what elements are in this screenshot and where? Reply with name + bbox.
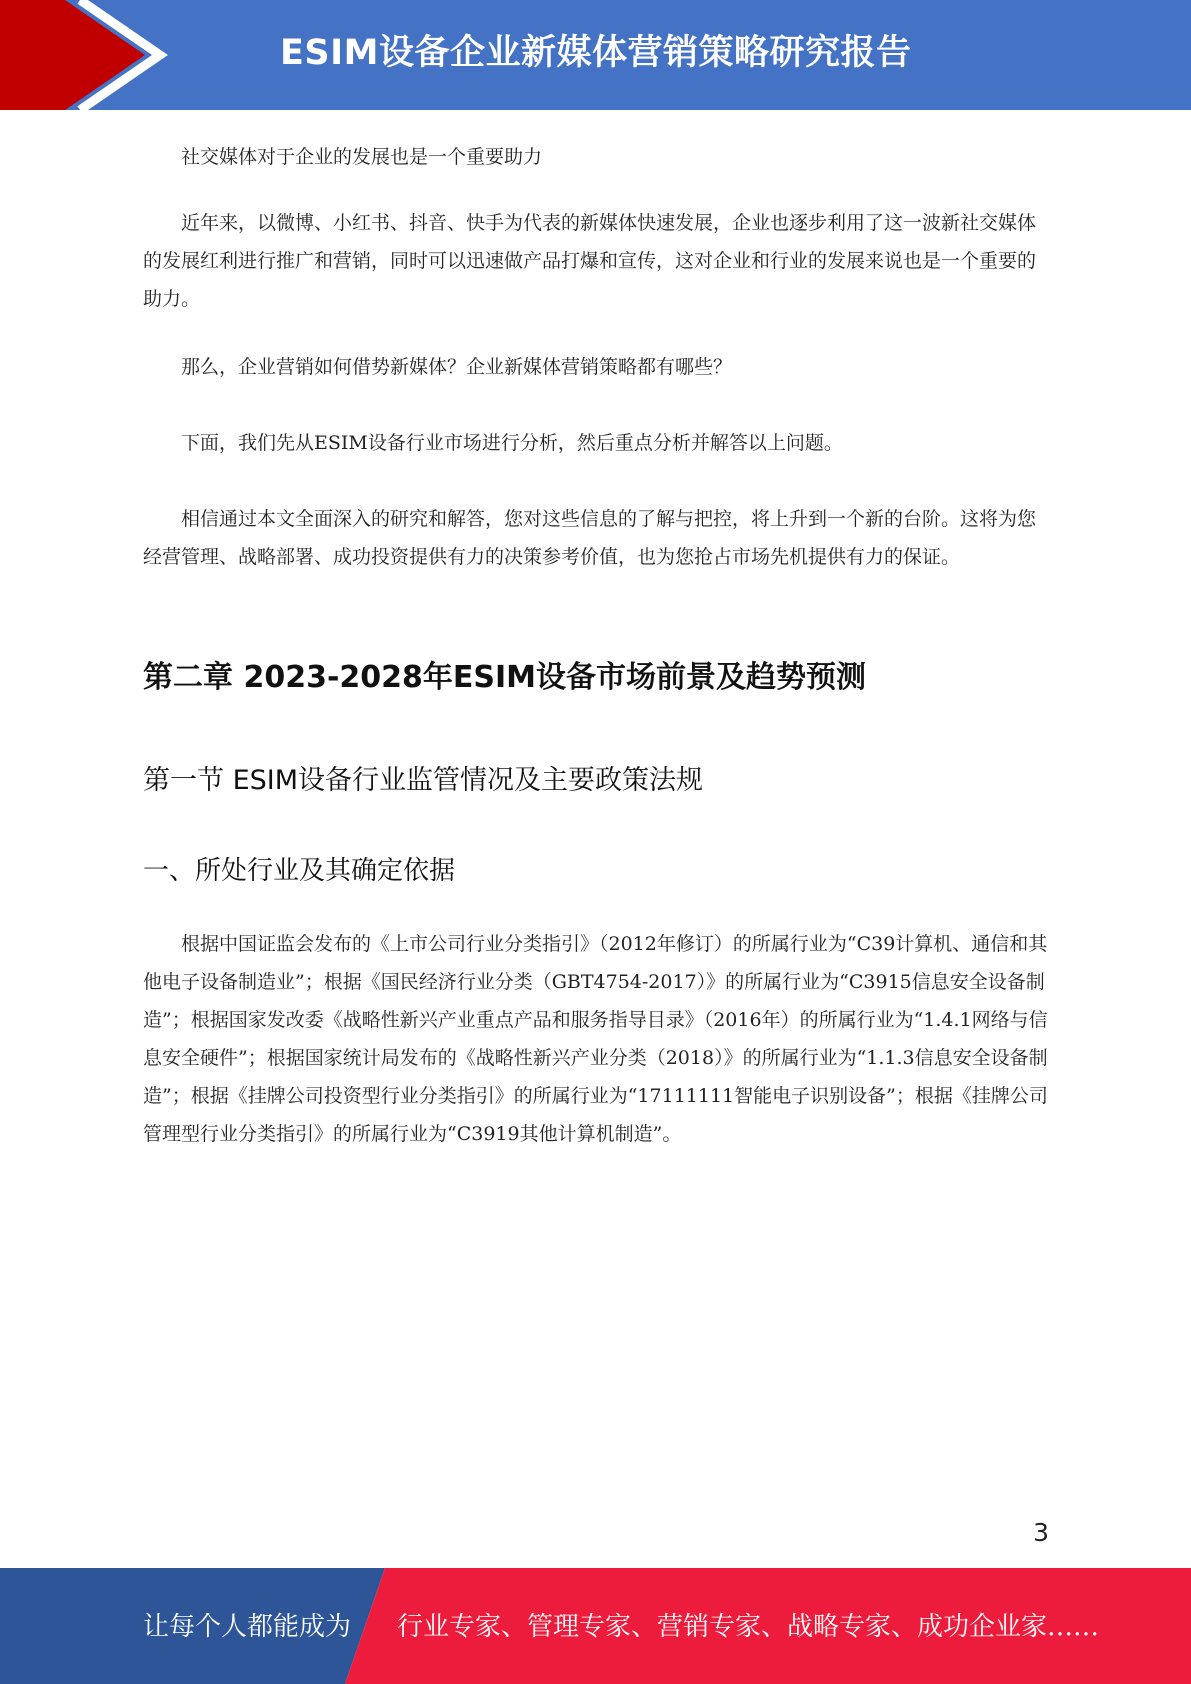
section-heading: 第一节 ESIM设备行业监管情况及主要政策法规 [143, 765, 704, 796]
paragraph-intro: 社交媒体对于企业的发展也是一个重要助力 [181, 146, 543, 168]
paragraph-question: 那么，企业营销如何借势新媒体？企业新媒体营销策略都有哪些？ [181, 356, 733, 378]
page-header [0, 0, 1191, 110]
footer-slogan-left: 让每个人都能成为 [143, 1612, 352, 1642]
paragraph-analysis: 下面，我们先从ESIM设备行业市场进行分析，然后重点分析并解答以上问题。 [181, 432, 843, 454]
page-footer [0, 1568, 1191, 1684]
paragraph-value: 相信通过本文全面深入的研究和解答，您对这些信息的了解与把控，将上升到一个新的台阶。这将为您经营管理、战略部署、成功投资提供有力的决策参考价值，也为您抢占市场先机提供有力的保证。 [143, 508, 1037, 568]
footer-slogan-right: 行业专家、管理专家、营销专家、战略专家、成功企业家…… [397, 1612, 1100, 1642]
page-number: 3 [1033, 1518, 1049, 1547]
header-title: ESIM设备企业新媒体营销策略研究报告 [280, 33, 912, 73]
chapter-heading: 第二章 2023-2028年ESIM设备市场前景及趋势预测 [143, 660, 867, 695]
paragraph-new-media: 近年来，以微博、小红书、抖音、快手为代表的新媒体快速发展，企业也逐步利用了这一波新社交媒体的发展红利进行推广和营销，同时可以迅速做产品打爆和宣传，这对企业和行业的发展来说也是一个重要的助力。 [143, 212, 1037, 310]
paragraph-industry-classification: 根据中国证监会发布的《上市公司行业分类指引》（2012年修订）的所属行业为“C39计算机、通信和其他电子设备制造业”；根据《国民经济行业分类（GBT4754-2017）》的所属行业为“C3915信息安全设备制造”；根据国家发改委《战略性新兴产业重点产品和服务指导目录》（2016年）的所属行业为“1.4.1网络与信息安全硬件”；根据国家统计局发布的《战略性新兴产业分类（2018）》的所属行业为“1.1.3信息安全设备制造”；根据《挂牌公司投资型行业分类指引》的所属行业为“17111111智能电子识别设备”；根据《挂牌公司管理型行业分类指引》的所属行业为“C3919其他计算机制造”。 [143, 933, 1048, 1145]
sub-heading: 一、所处行业及其确定依据 [143, 856, 456, 886]
